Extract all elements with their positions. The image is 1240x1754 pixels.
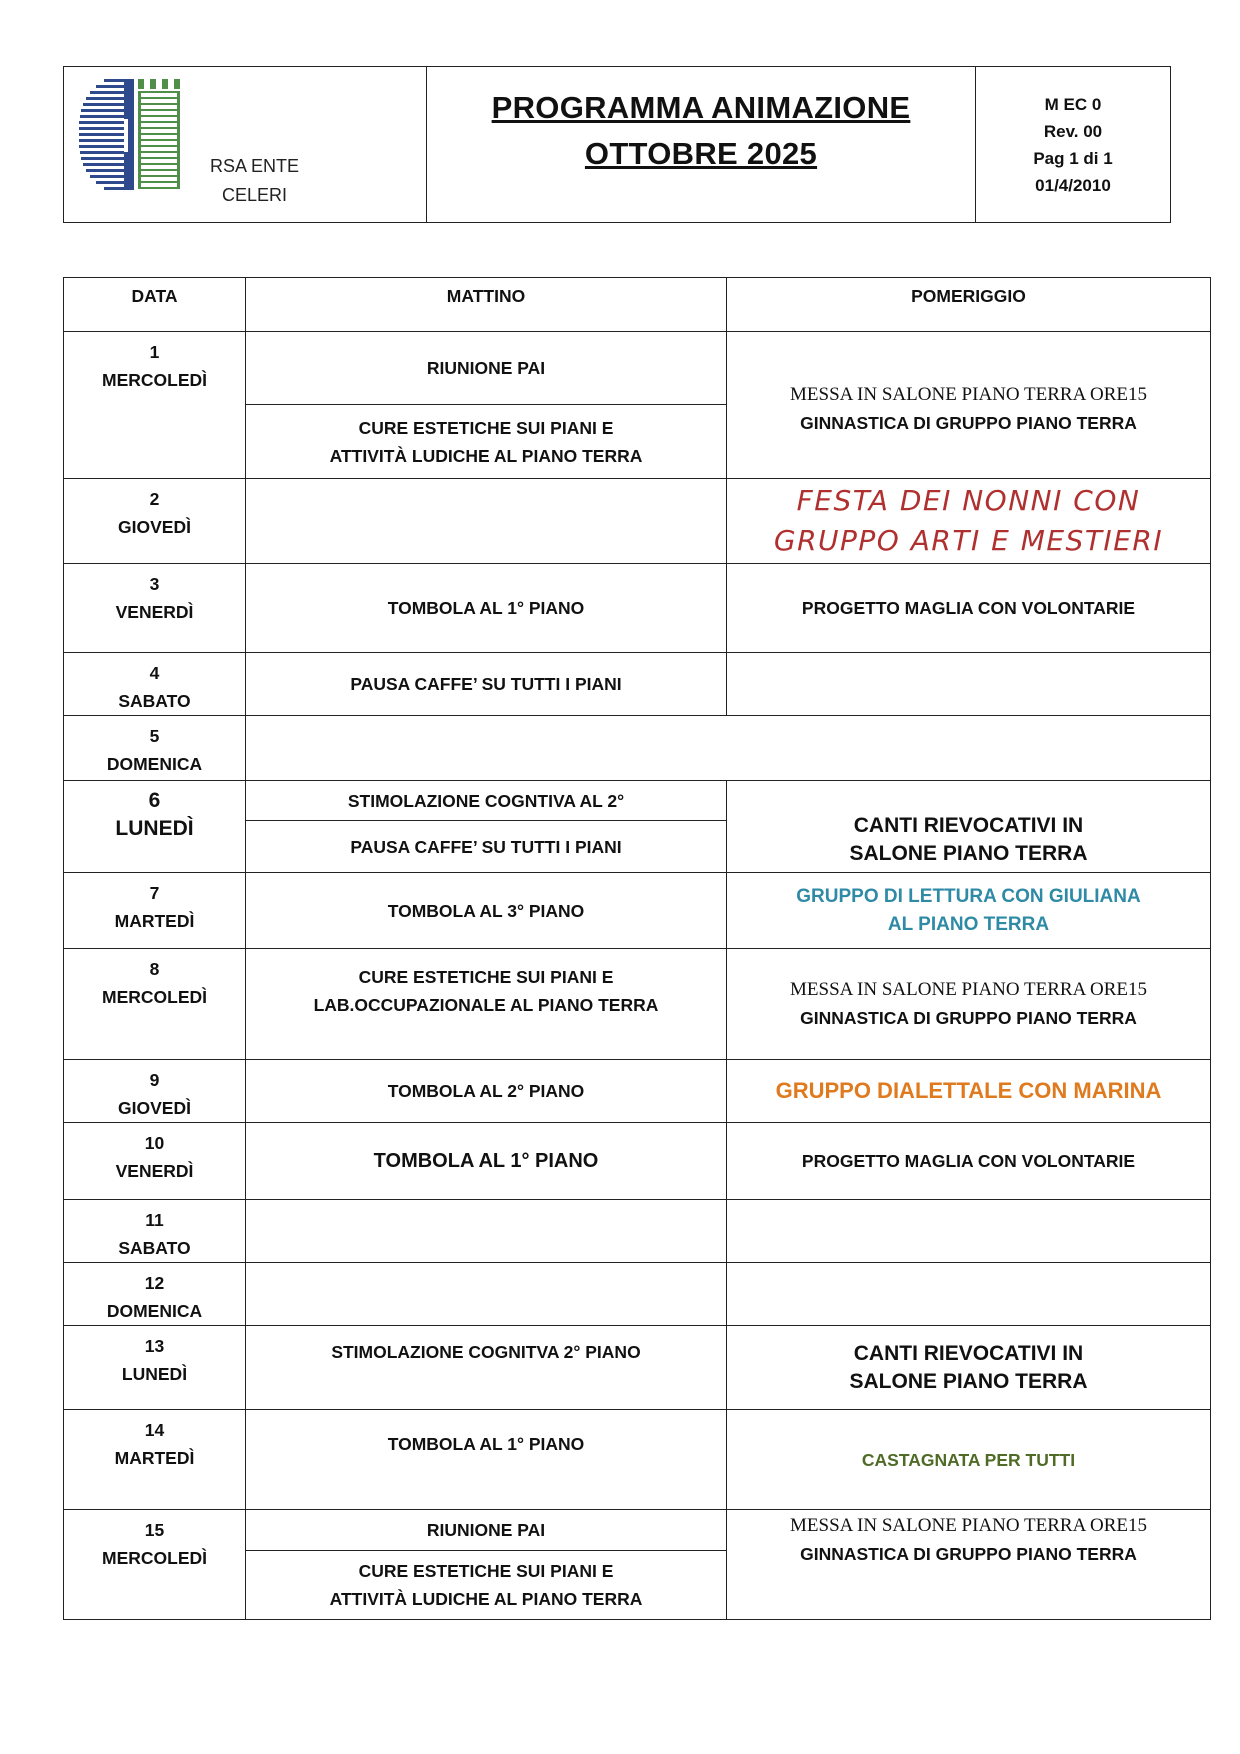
morning-cell: TOMBOLA AL 2° PIANO	[246, 1060, 727, 1123]
table-row	[64, 1326, 1211, 1410]
table-row	[64, 781, 1211, 821]
morning-cell: PAUSA CAFFE’ SU TUTTI I PIANI	[246, 653, 727, 716]
table-row	[64, 1410, 1211, 1510]
morning-cell: CURE ESTETICHE SUI PIANI E ATTIVITÀ LUDICHE AL PIANO TERRA	[246, 1551, 727, 1620]
morning-cell: TOMBOLA AL 1° PIANO	[246, 1123, 727, 1200]
organization-name: RSA ENTE CELERI	[210, 156, 300, 205]
table-row	[64, 564, 1211, 653]
table-row	[64, 873, 1211, 949]
date-cell: 13 LUNEDÌ	[64, 1326, 246, 1410]
schedule-table	[63, 277, 1211, 1620]
doc-page: Pag 1 di 1	[1033, 148, 1113, 168]
morning-cell: STIMOLAZIONE COGNTIVA AL 2°	[246, 781, 727, 821]
page-title	[427, 67, 976, 222]
table-row	[64, 1060, 1211, 1123]
morning-cell	[246, 1200, 727, 1263]
date-cell: 7 MARTEDÌ	[64, 873, 246, 949]
document-header	[63, 66, 1171, 223]
doc-revision: Rev. 00	[1043, 121, 1103, 141]
table-row	[64, 1123, 1211, 1200]
afternoon-cell: MESSA IN SALONE PIANO TERRA ORE15 GINNASTICA DI GRUPPO PIANO TERRA	[727, 332, 1211, 479]
header-date: DATA	[64, 278, 246, 332]
afternoon-cell: CASTAGNATA PER TUTTI	[727, 1410, 1211, 1510]
date-cell: 8 MERCOLEDÌ	[64, 949, 246, 1060]
date-cell: 4 SABATO	[64, 653, 246, 716]
afternoon-cell: MESSA IN SALONE PIANO TERRA ORE15 GINNASTICA DI GRUPPO PIANO TERRA	[727, 1510, 1211, 1620]
header-afternoon: POMERIGGIO	[727, 278, 1211, 332]
logo-cell	[64, 67, 427, 222]
date-cell: 6 LUNEDÌ	[64, 781, 246, 873]
table-row	[64, 332, 1211, 405]
document-meta	[976, 67, 1170, 222]
table-row	[64, 1510, 1211, 1551]
morning-cell: RIUNIONE PAI	[246, 1510, 727, 1551]
afternoon-cell: GRUPPO DI LETTURA CON GIULIANA AL PIANO TERRA	[727, 873, 1211, 949]
morning-cell: STIMOLAZIONE COGNITVA 2° PIANO	[246, 1326, 727, 1410]
date-cell: 11 SABATO	[64, 1200, 246, 1263]
date-cell: 12 DOMENICA	[64, 1263, 246, 1326]
table-row	[64, 1200, 1211, 1263]
date-cell: 1 MERCOLEDÌ	[64, 332, 246, 479]
morning-cell: RIUNIONE PAI	[246, 332, 727, 405]
afternoon-cell	[727, 653, 1211, 716]
rsa-logo-icon	[78, 77, 206, 199]
afternoon-cell	[727, 1263, 1211, 1326]
afternoon-cell: GRUPPO DIALETTALE CON MARINA	[727, 1060, 1211, 1123]
table-row	[64, 716, 1211, 781]
afternoon-cell: CANTI RIEVOCATIVI IN SALONE PIANO TERRA	[727, 1326, 1211, 1410]
morning-cell: CURE ESTETICHE SUI PIANI E ATTIVITÀ LUDICHE AL PIANO TERRA	[246, 405, 727, 479]
table-row	[64, 1263, 1211, 1326]
morning-cell	[246, 479, 727, 564]
afternoon-cell: PROGETTO MAGLIA CON VOLONTARIE	[727, 1123, 1211, 1200]
date-cell: 5 DOMENICA	[64, 716, 246, 781]
morning-cell: TOMBOLA AL 3° PIANO	[246, 873, 727, 949]
morning-cell: TOMBOLA AL 1° PIANO	[246, 564, 727, 653]
date-cell: 14 MARTEDÌ	[64, 1410, 246, 1510]
table-header-row	[64, 278, 1211, 332]
table-row	[64, 653, 1211, 716]
afternoon-cell: MESSA IN SALONE PIANO TERRA ORE15 GINNASTICA DI GRUPPO PIANO TERRA	[727, 949, 1211, 1060]
doc-code: M EC 0	[1044, 94, 1102, 114]
header-morning: MATTINO	[246, 278, 727, 332]
date-cell: 3 VENERDÌ	[64, 564, 246, 653]
table-row	[64, 479, 1211, 564]
afternoon-cell: CANTI RIEVOCATIVI IN SALONE PIANO TERRA	[727, 781, 1211, 873]
title-line-2: OTTOBRE 2025	[584, 136, 818, 171]
date-cell: 15 MERCOLEDÌ	[64, 1510, 246, 1620]
merged-cell	[246, 716, 1211, 781]
table-row	[64, 949, 1211, 1060]
morning-cell	[246, 1263, 727, 1326]
morning-cell: PAUSA CAFFE’ SU TUTTI I PIANI	[246, 821, 727, 873]
doc-date: 01/4/2010	[1035, 175, 1111, 195]
title-line-1: PROGRAMMA ANIMAZIONE	[491, 90, 911, 125]
morning-cell: CURE ESTETICHE SUI PIANI E LAB.OCCUPAZIONALE AL PIANO TERRA	[246, 949, 727, 1060]
morning-cell: TOMBOLA AL 1° PIANO	[246, 1410, 727, 1510]
afternoon-cell	[727, 1200, 1211, 1263]
afternoon-cell: FESTA DEI NONNI CON GRUPPO ARTI E MESTIERI	[727, 479, 1211, 564]
date-cell: 10 VENERDÌ	[64, 1123, 246, 1200]
date-cell: 9 GIOVEDÌ	[64, 1060, 246, 1123]
afternoon-cell: PROGETTO MAGLIA CON VOLONTARIE	[727, 564, 1211, 653]
date-cell: 2 GIOVEDÌ	[64, 479, 246, 564]
